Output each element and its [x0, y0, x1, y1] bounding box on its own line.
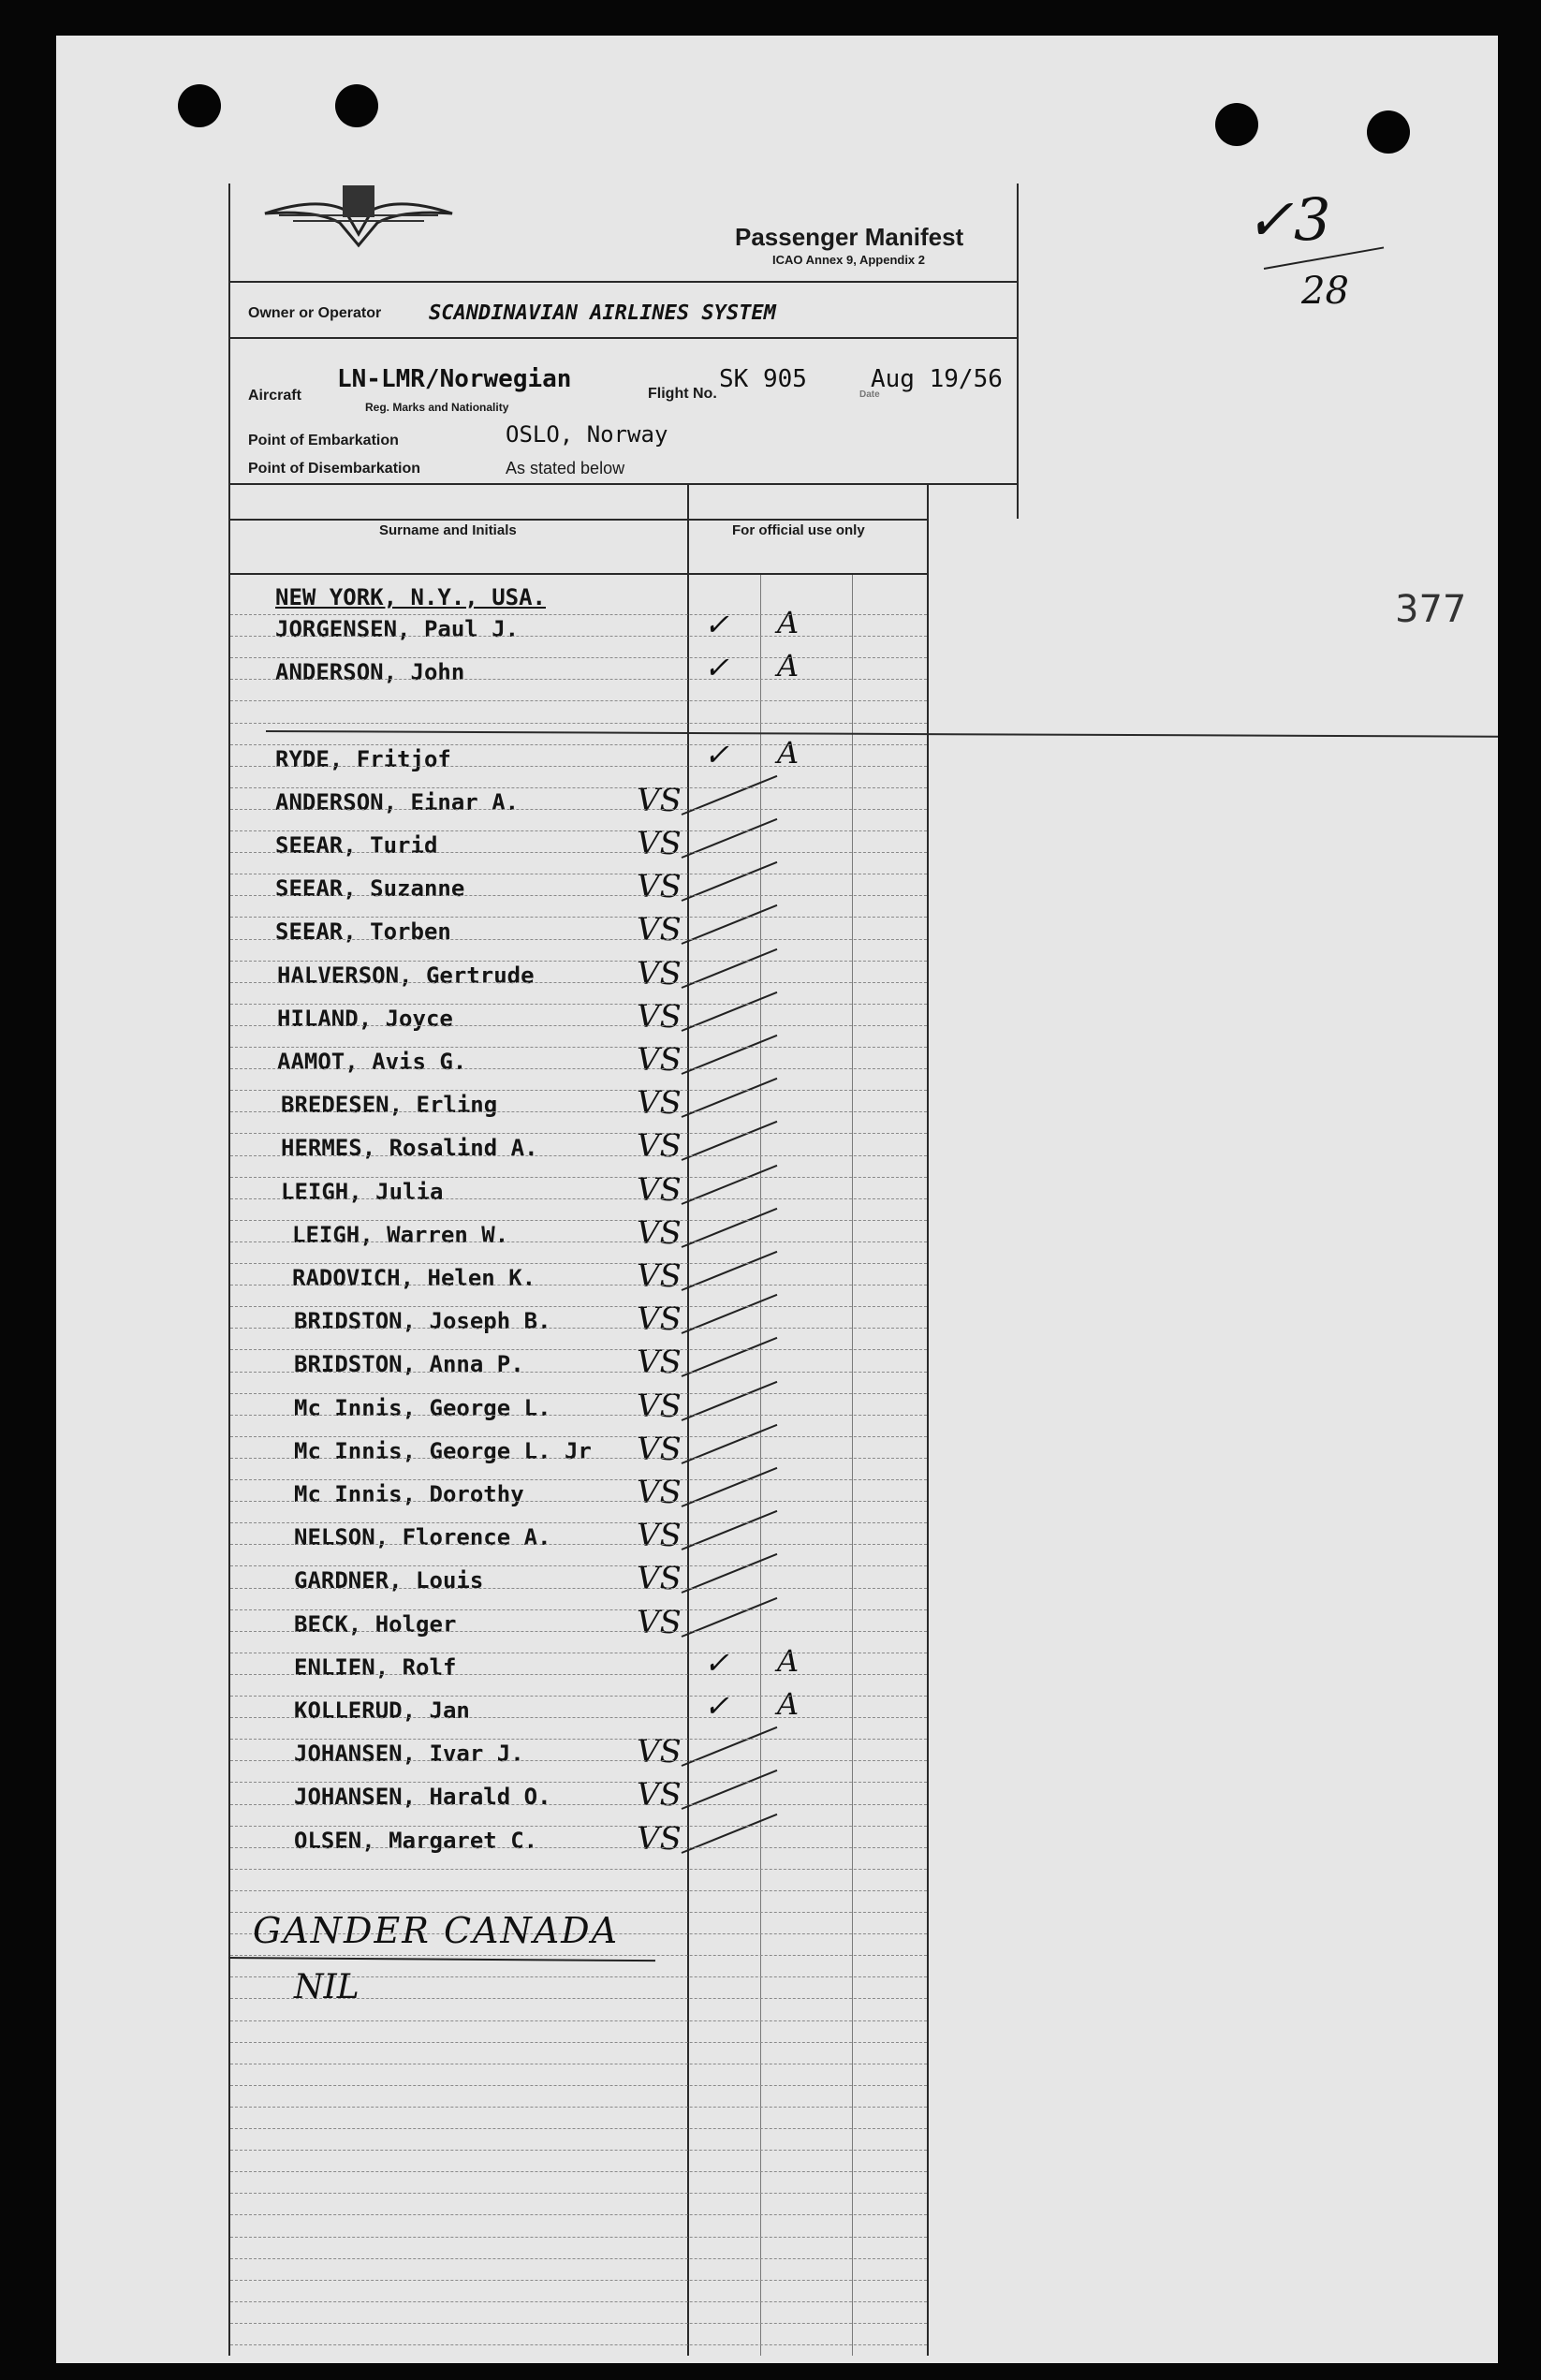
check-mark: ✓	[704, 1644, 729, 1681]
date-value: Aug 19/56	[871, 365, 1003, 393]
ruling-line	[230, 1068, 927, 1069]
aircraft-label: Aircraft	[248, 388, 301, 404]
passenger-name: SEEAR, Torben	[275, 918, 451, 946]
ruling-line	[230, 982, 927, 983]
vs-mark: VS	[637, 1170, 682, 1209]
ruling-line	[230, 1739, 927, 1740]
ruling-line	[230, 2214, 927, 2215]
vs-mark: VS	[637, 868, 682, 906]
ruling-line	[230, 1717, 927, 1718]
vs-mark: VS	[637, 1819, 682, 1858]
ruling-line	[230, 895, 927, 896]
ruling-line	[230, 1004, 927, 1005]
destination-heading: NEW YORK, N.Y., USA.	[275, 584, 546, 610]
passenger-name: Mc Innis, Dorothy	[294, 1481, 524, 1507]
ruling-line	[230, 1847, 927, 1848]
passenger-name: HERMES, Rosalind A.	[281, 1135, 538, 1162]
passenger-name: BREDESEN, Erling	[281, 1092, 498, 1119]
ruling-line	[230, 1782, 927, 1783]
ruling-line	[230, 1198, 927, 1199]
ruling-line	[230, 1090, 927, 1091]
ruling-line	[230, 787, 927, 788]
ruling-line	[230, 1177, 927, 1178]
ruling-line	[230, 1544, 927, 1545]
ruling-line	[230, 1111, 927, 1112]
passenger-name: BECK, Holger	[294, 1610, 457, 1638]
ruling-line	[230, 2107, 927, 2108]
ruling-line	[230, 939, 927, 940]
vs-mark: VS	[637, 1387, 682, 1425]
ruling-line	[230, 2085, 927, 2086]
ruling-line	[230, 1306, 927, 1307]
passenger-name: ENLIEN, Rolf	[294, 1653, 457, 1681]
check-mark: ✓	[704, 607, 729, 642]
ruling-line	[230, 2171, 927, 2172]
punch-hole	[335, 84, 378, 127]
passenger-name: GARDNER, Louis	[294, 1567, 484, 1594]
vs-mark: VS	[637, 1041, 682, 1079]
passenger-name: HALVERSON, Gertrude	[277, 962, 535, 989]
status-mark: A	[777, 1686, 800, 1722]
ruling-line	[230, 766, 927, 767]
vs-mark: VS	[637, 1344, 682, 1382]
ruling-line	[230, 1588, 927, 1589]
passenger-name: KOLLERUD, Jan	[294, 1697, 470, 1724]
passenger-name: JORGENSEN, Paul J.	[275, 616, 520, 642]
vs-mark: VS	[637, 911, 682, 949]
ruling-line	[230, 1415, 927, 1416]
stop-value: NIL	[294, 1968, 360, 2006]
passenger-name: Mc Innis, George L.	[294, 1394, 551, 1421]
ruling-line	[230, 1522, 927, 1523]
ruling-line	[230, 2344, 927, 2345]
vs-mark: VS	[637, 1300, 682, 1339]
vs-mark: VS	[637, 825, 682, 862]
passenger-name: JOHANSEN, Ivar J.	[294, 1741, 524, 1768]
passenger-name: AAMOT, Avis G.	[277, 1049, 467, 1075]
passenger-name: HILAND, Joyce	[277, 1005, 453, 1032]
passenger-name: BRIDSTON, Joseph B.	[294, 1308, 551, 1335]
ruling-line	[230, 1241, 927, 1242]
ruling-line	[230, 1047, 927, 1048]
date-label: Date	[859, 389, 880, 400]
status-mark: A	[777, 605, 800, 640]
aircraft-value: LN-LMR/Norwegian	[337, 365, 572, 393]
ruling-line	[230, 961, 927, 962]
embark-label: Point of Embarkation	[248, 433, 399, 448]
status-mark: A	[777, 734, 800, 771]
ruling-line	[230, 2301, 927, 2302]
ruling-line	[230, 1220, 927, 1221]
vs-mark: VS	[637, 1127, 682, 1166]
form-subtitle: ICAO Annex 9, Appendix 2	[772, 253, 926, 267]
ruling-line	[230, 657, 927, 658]
check-mark: ✓	[704, 650, 729, 686]
passenger-name: NELSON, Florence A.	[294, 1524, 551, 1551]
disembark-value: As stated below	[506, 459, 625, 477]
ruling-line	[230, 1869, 927, 1870]
passenger-name: SEEAR, Turid	[275, 832, 438, 859]
ruling-line	[230, 700, 927, 701]
ruling-line	[230, 1501, 927, 1502]
passenger-name: BRIDSTON, Anna P.	[294, 1351, 524, 1378]
ruling-line	[230, 1631, 927, 1632]
reg-label: Reg. Marks and Nationality	[365, 401, 509, 414]
passenger-name: ANDERSON, Einar A.	[275, 788, 520, 815]
passenger-name: RYDE, Fritjof	[275, 745, 451, 772]
vs-mark: VS	[637, 1257, 682, 1295]
vs-mark: VS	[637, 1560, 682, 1598]
flight-label: Flight No.	[648, 386, 717, 402]
ruling-line	[230, 1155, 927, 1156]
ruling-line	[230, 1565, 927, 1566]
ruling-line	[230, 1609, 927, 1610]
ruling-line	[230, 830, 927, 831]
manifest-page	[56, 36, 1498, 2363]
ruling-line	[230, 2042, 927, 2043]
ruling-line	[230, 614, 927, 615]
punch-hole	[1215, 103, 1258, 146]
name-column-header: Surname and Initials	[379, 522, 517, 538]
ruling-line	[230, 1328, 927, 1329]
passenger-name: ANDERSON, John	[275, 659, 465, 686]
ruling-line	[230, 2323, 927, 2324]
vs-mark: VS	[637, 1084, 682, 1123]
official-column-header: For official use only	[732, 522, 865, 538]
ruling-line	[230, 1826, 927, 1827]
embark-value: OSLO, Norway	[506, 421, 668, 448]
ruling-line	[230, 723, 927, 724]
flight-value: SK 905	[719, 365, 807, 393]
vs-mark: VS	[637, 1474, 682, 1511]
ruling-line	[230, 2150, 927, 2151]
airline-logo-icon	[260, 178, 457, 253]
passenger-name: Mc Innis, George L. Jr	[294, 1437, 592, 1464]
status-mark: A	[777, 1642, 800, 1679]
vs-mark: VS	[637, 997, 682, 1036]
ruling-line	[230, 852, 927, 853]
vs-mark: VS	[637, 781, 682, 819]
passenger-name: LEIGH, Julia	[281, 1178, 444, 1205]
ruling-line	[230, 2258, 927, 2259]
top-right-mark: ✓3	[1245, 185, 1331, 254]
ruling-line	[230, 1393, 927, 1394]
top-right-fraction: 28	[1301, 270, 1349, 313]
vs-mark: VS	[637, 1517, 682, 1555]
passenger-name: JOHANSEN, Harald O.	[294, 1784, 551, 1811]
ruling-line	[230, 1890, 927, 1891]
ruling-line	[230, 1955, 927, 1956]
ruling-line	[230, 2237, 927, 2238]
ruling-line	[230, 1479, 927, 1480]
ruling-line	[230, 1458, 927, 1459]
owner-label: Owner or Operator	[248, 305, 382, 321]
stop-heading: GANDER CANADA	[253, 1910, 620, 1951]
form-title: Passenger Manifest	[735, 223, 964, 251]
vs-mark: VS	[637, 1213, 682, 1252]
ruling-line	[230, 1436, 927, 1437]
ruling-line	[230, 1372, 927, 1373]
punch-hole	[1367, 110, 1410, 154]
ruling-line	[230, 1804, 927, 1805]
ruling-line	[230, 1674, 927, 1675]
page-number: 377	[1395, 588, 1467, 631]
passenger-name: OLSEN, Margaret C.	[294, 1827, 538, 1854]
ruling-line	[230, 1696, 927, 1697]
vs-mark: VS	[637, 1733, 682, 1771]
owner-value: SCANDINAVIAN AIRLINES SYSTEM	[429, 301, 776, 325]
ruling-line	[230, 1760, 927, 1761]
ruling-line	[230, 1263, 927, 1264]
status-mark: A	[777, 648, 800, 684]
passenger-name: LEIGH, Warren W.	[292, 1221, 509, 1248]
vs-mark: VS	[637, 1430, 682, 1468]
ruling-line	[230, 1025, 927, 1026]
check-mark: ✓	[704, 1688, 729, 1724]
ruling-line	[230, 809, 927, 810]
vs-mark: VS	[637, 1776, 682, 1814]
ruling-line	[230, 917, 927, 918]
ruling-line	[230, 2128, 927, 2129]
ruling-line	[230, 1349, 927, 1350]
check-mark: ✓	[704, 736, 729, 772]
ruling-line	[230, 636, 927, 637]
ruling-line	[230, 744, 927, 745]
ruling-line	[230, 2020, 927, 2021]
ruling-line	[230, 2193, 927, 2194]
disembark-label: Point of Disembarkation	[248, 461, 421, 477]
ruling-line	[230, 1133, 927, 1134]
vs-mark: VS	[637, 1603, 682, 1641]
passenger-name: SEEAR, Suzanne	[275, 875, 465, 903]
passenger-name: RADOVICH, Helen K.	[292, 1265, 536, 1291]
ruling-line	[230, 679, 927, 680]
vs-mark: VS	[637, 954, 682, 992]
punch-hole	[178, 84, 221, 127]
ruling-line	[230, 2280, 927, 2281]
